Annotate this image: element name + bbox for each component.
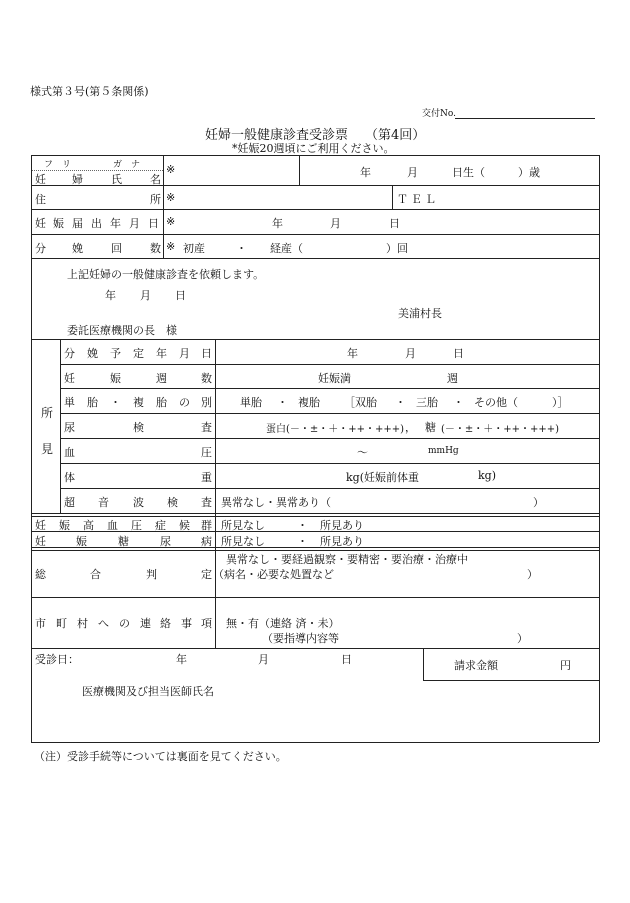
preg-report-mark: ※ bbox=[166, 215, 176, 228]
institution-head: 委託医療機関の長 様 bbox=[67, 324, 177, 337]
request-month: 月 bbox=[140, 289, 151, 302]
doctor-label: 医療機関及び担当医師氏名 bbox=[82, 685, 214, 698]
furigana-ga: ガ bbox=[113, 160, 123, 170]
weight-label-2: 重 bbox=[201, 471, 212, 484]
visit-date-day: 日 bbox=[341, 653, 352, 666]
form-title: 妊婦一般健康診査受診票 bbox=[205, 128, 349, 143]
contact-label-9: 項 bbox=[201, 617, 212, 630]
bp-unit: mmHg bbox=[428, 446, 459, 456]
diabetes-label-5: 病 bbox=[201, 535, 212, 548]
delivery-times: ）回 bbox=[386, 242, 408, 255]
visit-number: （第4回） bbox=[365, 128, 426, 143]
contact-label-8: 事 bbox=[181, 617, 192, 630]
contact-label-4: へ bbox=[98, 617, 109, 630]
urine-label-2: 検 bbox=[133, 421, 144, 434]
name-label-1: 妊 bbox=[35, 173, 46, 186]
fetus-label-7: 別 bbox=[201, 396, 212, 409]
visit-date-year: 年 bbox=[176, 653, 187, 666]
address-label-1: 住 bbox=[35, 193, 46, 206]
overall-line-2: （病名・必要な処置など bbox=[213, 568, 334, 581]
request-day: 日 bbox=[175, 289, 186, 302]
contact-label-5: の bbox=[119, 617, 130, 630]
name-mark: ※ bbox=[166, 163, 176, 176]
fetus-label-3: ・ bbox=[110, 396, 121, 409]
urine-comma: ， bbox=[405, 421, 416, 434]
weight-label-1: 体 bbox=[64, 471, 75, 484]
fetus-dot-2: ・ bbox=[395, 396, 406, 409]
ultrasound-end: ） bbox=[533, 496, 544, 509]
issue-no-line bbox=[455, 118, 595, 119]
hypertension-label-3: 高 bbox=[83, 519, 94, 532]
fetus-dot-1: ・ bbox=[277, 396, 288, 409]
due-date-label-1: 分 bbox=[64, 347, 75, 360]
billing-label: 請求金額 bbox=[454, 659, 498, 672]
delivery-label-3: 回 bbox=[111, 242, 122, 255]
visit-date-label: 受診日： bbox=[35, 653, 79, 666]
due-date-label-5: 年 bbox=[156, 347, 167, 360]
overall-label-4: 定 bbox=[201, 568, 212, 581]
request-text: 上記妊婦の一般健康診査を依頼します。 bbox=[67, 268, 265, 281]
tel-label: ＴＥＬ bbox=[397, 193, 439, 206]
fetus-single: 単胎 bbox=[240, 396, 262, 409]
preg-report-label-3: 届 bbox=[72, 217, 83, 230]
weeks-label-4: 数 bbox=[201, 372, 212, 385]
bp-label-2: 圧 bbox=[201, 446, 212, 459]
preg-report-label-6: 月 bbox=[129, 217, 140, 230]
hypertension-label-8: 群 bbox=[201, 519, 212, 532]
fetus-label-6: の bbox=[179, 396, 190, 409]
diabetes-dot: ・ bbox=[297, 535, 308, 548]
footer-note: （注）受診手続等については裏面を見てください。 bbox=[34, 750, 287, 763]
contact-line-2: （要指導内容等 bbox=[262, 632, 339, 645]
weeks-label-3: 週 bbox=[156, 372, 167, 385]
diabetes-label-1: 妊 bbox=[35, 535, 46, 548]
contact-label-6: 連 bbox=[140, 617, 151, 630]
hypertension-label-2: 娠 bbox=[59, 519, 70, 532]
weight-unit: kg) bbox=[478, 469, 496, 482]
fetus-end: ）］ bbox=[552, 396, 569, 409]
delivery-label-1: 分 bbox=[35, 242, 46, 255]
due-date-day: 日 bbox=[453, 347, 464, 360]
overall-end: ） bbox=[527, 568, 538, 581]
contact-label-3: 村 bbox=[77, 617, 88, 630]
fetus-other: その他（ bbox=[474, 396, 518, 409]
hypertension-label-6: 症 bbox=[155, 519, 166, 532]
furigana-na: ナ bbox=[131, 160, 141, 170]
delivery-label-2: 娩 bbox=[72, 242, 83, 255]
due-date-label-4: 定 bbox=[133, 347, 144, 360]
urine-label-1: 尿 bbox=[64, 421, 75, 434]
ultrasound-label-3: 波 bbox=[133, 496, 144, 509]
ultrasound-label-4: 検 bbox=[167, 496, 178, 509]
ultrasound-text: 異常なし・異常あり（ bbox=[221, 496, 331, 509]
fetus-multiple: 複胎 bbox=[298, 396, 320, 409]
issue-no-label: 交付No. bbox=[422, 109, 456, 119]
weeks-suffix: 週 bbox=[447, 372, 458, 385]
hypertension-none: 所見なし bbox=[221, 519, 265, 532]
fetus-twin: ［双胎 bbox=[344, 396, 377, 409]
hypertension-label-4: 血 bbox=[107, 519, 118, 532]
mayor: 美浦村長 bbox=[398, 307, 442, 320]
preg-report-day: 日 bbox=[389, 217, 400, 230]
name-label-4: 名 bbox=[150, 173, 161, 186]
due-date-year: 年 bbox=[347, 347, 358, 360]
due-date-label-6: 月 bbox=[179, 347, 190, 360]
birth-day: 日生（ bbox=[452, 166, 485, 179]
hypertension-some: 所見あり bbox=[320, 519, 364, 532]
hypertension-label-1: 妊 bbox=[35, 519, 46, 532]
address-mark: ※ bbox=[166, 191, 176, 204]
fetus-label-5: 胎 bbox=[156, 396, 167, 409]
delivery-dot: ・ bbox=[236, 242, 247, 255]
birth-year: 年 bbox=[360, 166, 371, 179]
address-label-2: 所 bbox=[150, 193, 161, 206]
diabetes-label-2: 娠 bbox=[76, 535, 87, 548]
ultrasound-label-2: 音 bbox=[98, 496, 109, 509]
findings-label-2: 見 bbox=[41, 442, 54, 456]
due-date-month: 月 bbox=[405, 347, 416, 360]
preg-report-label-5: 年 bbox=[110, 217, 121, 230]
request-year: 年 bbox=[105, 289, 116, 302]
ultrasound-label-5: 査 bbox=[201, 496, 212, 509]
findings-label-1: 所 bbox=[41, 406, 54, 420]
overall-label-2: 合 bbox=[90, 568, 101, 581]
hypertension-dot: ・ bbox=[297, 519, 308, 532]
bp-tilde: ～ bbox=[357, 446, 368, 459]
name-label-2: 婦 bbox=[72, 173, 83, 186]
hypertension-label-5: 圧 bbox=[131, 519, 142, 532]
overall-line-1: 異常なし・要経過観察・要精密・要治療・治療中 bbox=[226, 553, 468, 566]
birth-age: ）歳 bbox=[518, 166, 540, 179]
overall-label-1: 総 bbox=[35, 568, 46, 581]
urine-sugar-scale: (－・±・＋・++・+++) bbox=[441, 424, 560, 435]
preg-report-label-4: 出 bbox=[91, 217, 102, 230]
overall-label-3: 判 bbox=[146, 568, 157, 581]
fetus-dot-3: ・ bbox=[453, 396, 464, 409]
contact-label-7: 絡 bbox=[160, 617, 171, 630]
urine-label-3: 査 bbox=[201, 421, 212, 434]
furigana-ri: リ bbox=[62, 160, 72, 170]
ultrasound-label-1: 超 bbox=[64, 496, 75, 509]
furigana-fu: フ bbox=[44, 160, 54, 170]
delivery-label-4: 数 bbox=[150, 242, 161, 255]
name-label-3: 氏 bbox=[111, 173, 122, 186]
diabetes-some: 所見あり bbox=[320, 535, 364, 548]
preg-report-label-1: 妊 bbox=[35, 217, 46, 230]
diabetes-label-3: 糖 bbox=[118, 535, 129, 548]
fetus-label-2: 胎 bbox=[87, 396, 98, 409]
weight-text: kg(妊娠前体重 bbox=[346, 471, 419, 484]
diabetes-label-4: 尿 bbox=[160, 535, 171, 548]
delivery-multipara: 経産（ bbox=[270, 242, 303, 255]
preg-report-label-2: 娠 bbox=[53, 217, 64, 230]
delivery-primipara: 初産 bbox=[183, 242, 205, 255]
urine-sugar: 糖 bbox=[425, 421, 436, 434]
due-date-label-3: 予 bbox=[110, 347, 121, 360]
subtitle: *妊娠20週頃にご利用ください。 bbox=[232, 142, 395, 155]
contact-end: ） bbox=[517, 632, 528, 645]
contact-label-1: 市 bbox=[35, 617, 46, 630]
billing-unit: 円 bbox=[560, 659, 571, 672]
diabetes-none: 所見なし bbox=[221, 535, 265, 548]
weeks-prefix: 妊娠満 bbox=[318, 372, 351, 385]
visit-date-month: 月 bbox=[258, 653, 269, 666]
bp-label-1: 血 bbox=[64, 446, 75, 459]
delivery-mark: ※ bbox=[166, 240, 176, 253]
contact-line-1: 無・有（連絡 済・未） bbox=[226, 617, 340, 630]
contact-label-2: 町 bbox=[56, 617, 67, 630]
weeks-label-1: 妊 bbox=[64, 372, 75, 385]
preg-report-label-7: 日 bbox=[148, 217, 159, 230]
due-date-label-2: 娩 bbox=[87, 347, 98, 360]
form-code: 様式第３号(第５条関係) bbox=[30, 85, 149, 98]
preg-report-year: 年 bbox=[272, 217, 283, 230]
urine-protein: 蛋白(－・±・＋・++・+++) bbox=[266, 424, 405, 435]
fetus-label-4: 複 bbox=[133, 396, 144, 409]
fetus-label-1: 単 bbox=[64, 396, 75, 409]
fetus-triplet: 三胎 bbox=[416, 396, 438, 409]
birth-month: 月 bbox=[407, 166, 418, 179]
hypertension-label-7: 候 bbox=[179, 519, 190, 532]
preg-report-month: 月 bbox=[330, 217, 341, 230]
weeks-label-2: 娠 bbox=[110, 372, 121, 385]
due-date-label-7: 日 bbox=[201, 347, 212, 360]
